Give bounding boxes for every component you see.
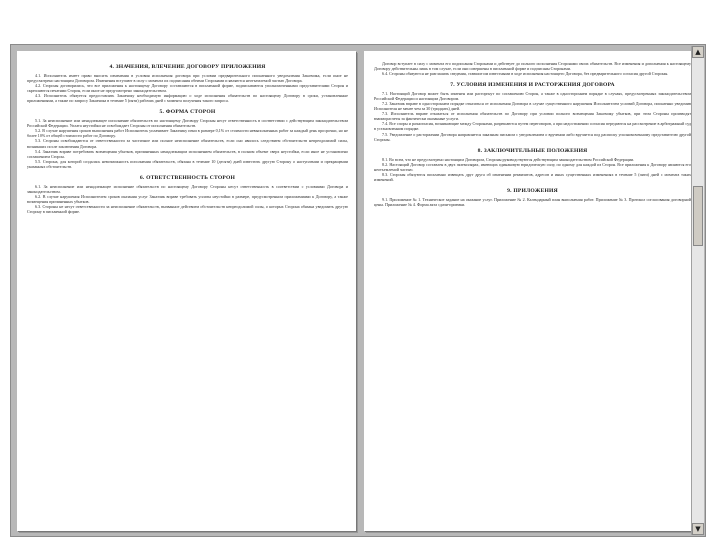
paragraph: 7.3. Исполнитель вправе отказаться от исполнения обязательств по Договору при условии полного возмещения Заказчику убытков, при этом Стороны производят взаиморасчеты за фактически оказанные услуги. xyxy=(374,111,691,122)
page-left xyxy=(17,51,356,531)
paragraph: 8.3. Стороны обязуются письменно извещать друг друга об изменении реквизитов, адресов и иных существенных изменениях в течение 5 (пяти) дней с момента таких изменений. xyxy=(374,171,691,182)
paragraph: 6.4. Стороны обязуются не разглашать сведения, ставшие им известными в ходе исполнения настоящего Договора, без предварительного согласия другой Стороны. xyxy=(382,71,669,77)
paragraph: 6.3. Стороны не несут ответственности за неисполнение обязательств, вызванное действием обстоятельств непреодолимой силы, о которых Сторона обязана уведомить другую Сторону в письменной форме. xyxy=(27,203,348,214)
paragraph: 4.3. Исполнитель обязуется предоставлять Заказчику необходимую информацию о ходе исполнения обязательств по настоящему Договору в сроки, установленные приложениями, а также по запросу Заказчика в течение 5 (пяти) рабочих дней с момента получения такого запроса. xyxy=(27,93,348,104)
paragraph: 6.1. За неисполнение или ненадлежащее исполнение обязательств по настоящему Договору Стороны несут ответственность в соответствии с условиями Договора и законодательством. xyxy=(27,183,348,194)
section-gap xyxy=(27,103,348,106)
vertical-scrollbar[interactable] xyxy=(691,46,704,535)
paragraph: 5.4. Заказчик вправе потребовать возмещения убытков, причиненных ненадлежащим исполнением обязательств, в полном объеме сверх неустойки, если иное не установлено соглашением Сторон. xyxy=(27,148,348,159)
document-area[interactable] xyxy=(10,44,706,537)
paragraph: 7.4. Все споры и разногласия, возникающие между Сторонами, разрешаются путем переговоров, а при недостижении согласия передаются на рассмотрение в арбитражный суд в установленном порядке. xyxy=(374,121,691,132)
page-left-content xyxy=(17,51,356,531)
paragraph: 4.1. Исполнитель имеет право вносить изменения в условия исполнения договора при условии предварительного письменного уведомления Заказчика, если иное не предусмотрено настоящим Договором. Изменения вступают в силу с момента их подписания обеими Сторонами и являются неотъемлемой частью Договора. xyxy=(27,73,348,84)
paragraph: 6.2. В случае нарушения Исполнителем сроков оказания услуг Заказчик вправе требовать уплаты неустойки в размере, предусмотренном приложениями к Договору, а также возмещения причиненных убытков. xyxy=(27,193,348,204)
page-right xyxy=(364,51,699,531)
scroll-up-icon[interactable]: ▲ xyxy=(692,46,704,58)
section-title: 5. ФОРМА СТОРОН xyxy=(159,109,216,116)
section-gap xyxy=(27,169,348,172)
paragraph: 5.3. Стороны освобождаются от ответственности за частичное или полное неисполнение обязательств, если оно явилось следствием обстоятельств непреодолимой силы, возникших после заключения Договора. xyxy=(27,138,348,149)
paragraph: 8.2. Настоящий Договор составлен в двух экземплярах, имеющих одинаковую юридическую силу, по одному для каждой из Сторон. Все приложения к Договору являются его неотъемлемой частью. xyxy=(374,161,691,172)
paragraph: 5.5. Сторона, для которой создалась невозможность исполнения обязательств, обязана в течение 10 (десяти) дней известить другую Сторону о наступлении и прекращении указанных обстоятельств. xyxy=(27,158,348,169)
section-title: 8. ЗАКЛЮЧИТЕЛЬНЫЕ ПОЛОЖЕНИЯ xyxy=(477,147,588,154)
paragraph: 5.2. В случае нарушения сроков выполнения работ Исполнитель уплачивает Заказчику пени в размере 0,1% от стоимости невыполненных работ за каждый день просрочки, но не более 10% от общей стоимости работ по Договору. xyxy=(27,128,348,139)
paragraph: 7.1. Настоящий Договор может быть изменен или расторгнут по соглашению Сторон, а также в одностороннем порядке в случаях, предусмотренных законодательством Российской Федерации и настоящим Договором. xyxy=(374,91,691,102)
paragraph: 7.2. Заказчик вправе в одностороннем порядке отказаться от исполнения Договора в случае существенного нарушения Исполнителем условий Договора, письменно уведомив Исполнителя не менее чем за 30 (тридцать) дней. xyxy=(374,101,691,112)
section-gap xyxy=(374,207,691,210)
paragraph: 8.1. Во всем, что не предусмотрено настоящим Договором, Стороны руководствуются действующим законодательством Российской Федерации. xyxy=(382,156,635,162)
paragraph: 9.1. Приложение № 1. Техническое задание на оказание услуг. Приложение № 2. Календарный план выполнения работ. Приложение № 3. Протокол согласования договорной цены. Приложение № 4. Форма акта сдачи-приемки. xyxy=(374,196,691,207)
section-gap xyxy=(374,142,691,145)
section-gap xyxy=(374,76,691,79)
section-gap xyxy=(374,182,691,185)
section-gap xyxy=(27,214,348,217)
section-title: 6. ОТВЕТСТВЕННОСТЬ СТОРОН xyxy=(139,174,236,181)
section-title: 9. ПРИЛОЖЕНИЯ xyxy=(507,187,558,194)
page-right-content xyxy=(364,51,699,531)
paragraph: 7.5. Уведомление о расторжении Договора направляется заказным письмом с уведомлением о вручении либо вручается под расписку уполномоченному представителю другой Стороны. xyxy=(374,131,691,142)
section-title: 4. ЗНАЧЕНИЯ, ВЛЕЧЕНИЕ ДОГОВОРУ ПРИЛОЖЕНИЯ xyxy=(109,64,266,70)
section-title: 7. УСЛОВИЯ ИЗМЕНЕНИЯ И РАСТОРЖЕНИЯ ДОГОВОРА xyxy=(450,82,615,89)
scroll-down-icon[interactable]: ▼ xyxy=(692,523,704,535)
paragraph: Договор вступает в силу с момента его подписания Сторонами и действует до полного исполнения Сторонами своих обязательств. Все изменения и дополнения к настоящему Договору действительны лишь в том случае, если они совершены в письменной форме и подписаны Сторонами. xyxy=(374,61,691,72)
paragraph: 5.1. За неисполнение или ненадлежащее исполнение обязательств по настоящему Договору Стороны несут ответственность в соответствии с действующим законодательством Российской Федерации. Уплата неустойки не освобождает Стороны от исполнения обязательств. xyxy=(27,118,348,129)
scroll-thumb[interactable] xyxy=(693,186,703,246)
paragraph: 4.2. Стороны договорились, что все приложения к настоящему Договору составляются в письменной форме, подписываются уполномоченными представителями Сторон и скрепляются печатями Сторон, если иное не предусмотрено законодательством. xyxy=(27,83,348,94)
